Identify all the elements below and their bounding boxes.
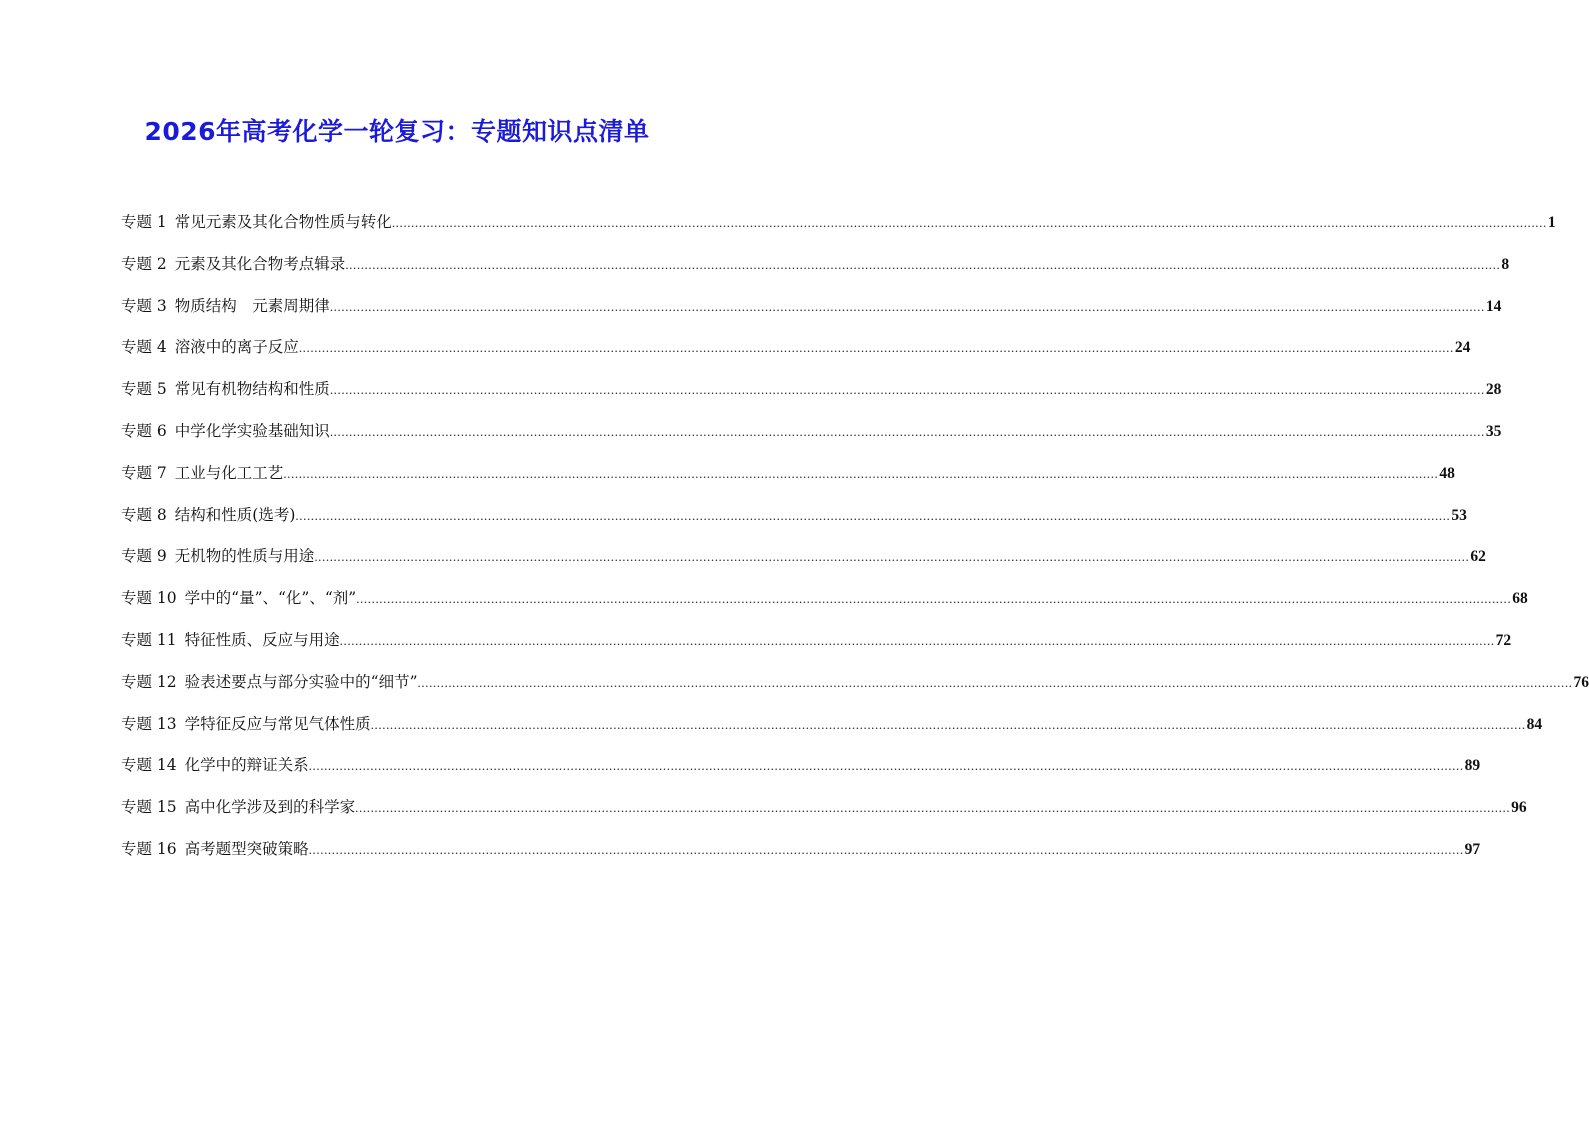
toc-entry-3[interactable]	[121, 290, 1502, 332]
toc-entry-16[interactable]	[121, 833, 1481, 875]
toc-entry-6[interactable]	[121, 415, 1502, 457]
toc-entry-11[interactable]	[121, 624, 1512, 666]
toc-dot-leader: ............................................................................................................................................................................................................................................................................................................	[308, 758, 1464, 774]
toc-entry-title: 溶液中的离子反应	[174, 338, 299, 357]
toc-entry-page: 14	[1485, 297, 1502, 315]
toc-entry-label: 专题 3	[121, 296, 167, 315]
toc-entry-1[interactable]	[121, 206, 1556, 248]
toc-dot-leader: ............................................................................................................................................................................................................................................................................................................	[339, 632, 1495, 648]
toc-entry-title: 元素及其化合物考点辑录	[174, 254, 346, 273]
toc-entry-page: 96	[1511, 799, 1527, 817]
toc-entry-8[interactable]	[121, 499, 1467, 541]
toc-entry-title: 高中化学涉及到的科学家	[184, 798, 356, 817]
toc-entry-5[interactable]	[121, 373, 1502, 415]
toc-entry-label: 专题 12	[121, 672, 177, 691]
toc-dot-leader: ............................................................................................................................................................................................................................................................................................................	[308, 841, 1464, 857]
document-title: 2026年高考化学一轮复习：专题知识点清单	[144, 117, 650, 146]
toc-entry-label: 专题 7	[121, 463, 167, 482]
toc-entry-title: 高考题型突破策略	[184, 839, 309, 858]
toc-entry-page: 1	[1547, 214, 1556, 231]
toc-dot-leader: ............................................................................................................................................................................................................................................................................................................	[370, 716, 1526, 732]
table-of-contents	[121, 206, 1589, 875]
toc-entry-label: 专题 1	[121, 213, 167, 231]
toc-entry-page: 62	[1470, 548, 1486, 566]
toc-entry-label: 专题 16	[121, 839, 177, 858]
toc-entry-title: 工业与化工工艺	[174, 463, 284, 482]
toc-entry-title: 结构和性质(选考)	[174, 505, 296, 524]
toc-entry-title: 无机物的性质与用途	[174, 547, 315, 566]
toc-entry-7[interactable]	[121, 457, 1455, 499]
toc-dot-leader: ............................................................................................................................................................................................................................................................................................................	[355, 800, 1511, 816]
toc-entry-title: 物质结构 元素周期律	[174, 296, 330, 315]
toc-entry-2[interactable]	[121, 248, 1510, 290]
toc-entry-page: 76	[1573, 673, 1589, 691]
toc-entry-label: 专题 10	[121, 589, 177, 608]
toc-entry-title: 常见元素及其化合物性质与转化	[174, 213, 392, 231]
toc-entry-label: 专题 5	[121, 380, 167, 399]
toc-entry-page: 72	[1495, 631, 1512, 649]
toc-entry-label: 专题 9	[121, 547, 167, 566]
toc-dot-leader: ............................................................................................................................................................................................................................................................................................................	[295, 507, 1451, 523]
toc-entry-label: 专题 8	[121, 505, 167, 524]
toc-entry-13[interactable]	[121, 708, 1543, 750]
toc-entry-title: 特征性质、反应与用途	[184, 630, 340, 649]
toc-entry-page: 48	[1439, 464, 1455, 482]
toc-entry-label: 专题 4	[121, 338, 167, 357]
toc-entry-4[interactable]	[121, 331, 1471, 373]
toc-entry-page: 28	[1485, 381, 1502, 399]
toc-entry-9[interactable]	[121, 540, 1486, 582]
toc-dot-leader: ............................................................................................................................................................................................................................................................................................................	[356, 591, 1512, 607]
toc-entry-14[interactable]	[121, 749, 1481, 791]
toc-entry-page: 35	[1485, 422, 1502, 440]
toc-entry-15[interactable]	[121, 791, 1527, 833]
toc-dot-leader: ............................................................................................................................................................................................................................................................................................................	[283, 465, 1439, 481]
toc-entry-title: 常见有机物结构和性质	[174, 380, 330, 399]
toc-entry-label: 专题 6	[121, 421, 167, 440]
toc-entry-page: 89	[1464, 757, 1481, 775]
toc-dot-leader: ............................................................................................................................................................................................................................................................................................................	[329, 382, 1485, 398]
toc-entry-title: 学中的“量”、“化”、“剂”	[184, 589, 357, 608]
toc-entry-label: 专题 15	[121, 798, 177, 817]
toc-entry-12[interactable]	[121, 666, 1589, 708]
toc-dot-leader: ............................................................................................................................................................................................................................................................................................................	[345, 256, 1501, 272]
toc-entry-page: 24	[1454, 339, 1471, 357]
toc-entry-page: 68	[1512, 590, 1528, 608]
toc-dot-leader: ............................................................................................................................................................................................................................................................................................................	[329, 298, 1485, 314]
toc-dot-leader: ............................................................................................................................................................................................................................................................................................................	[298, 340, 1454, 356]
toc-entry-title: 验表述要点与部分实验中的“细节”	[184, 672, 418, 691]
toc-entry-page: 84	[1526, 715, 1543, 733]
toc-entry-label: 专题 11	[121, 630, 177, 649]
toc-entry-title: 化学中的辩证关系	[184, 756, 309, 775]
toc-entry-title: 中学化学实验基础知识	[174, 421, 330, 440]
toc-dot-leader: ............................................................................................................................................................................................................................................................................................................	[417, 674, 1573, 690]
toc-entry-page: 8	[1501, 255, 1510, 273]
toc-entry-label: 专题 14	[121, 756, 177, 775]
toc-entry-title: 学特征反应与常见气体性质	[184, 714, 371, 733]
toc-dot-leader: ............................................................................................................................................................................................................................................................................................................	[329, 423, 1485, 439]
toc-entry-page: 53	[1451, 506, 1467, 524]
toc-dot-leader: ............................................................................................................................................................................................................................................................................................................	[391, 215, 1547, 230]
toc-entry-10[interactable]	[121, 582, 1528, 624]
toc-entry-label: 专题 2	[121, 254, 167, 273]
toc-entry-label: 专题 13	[121, 714, 177, 733]
toc-entry-page: 97	[1464, 840, 1481, 858]
toc-dot-leader: ............................................................................................................................................................................................................................................................................................................	[314, 549, 1470, 565]
